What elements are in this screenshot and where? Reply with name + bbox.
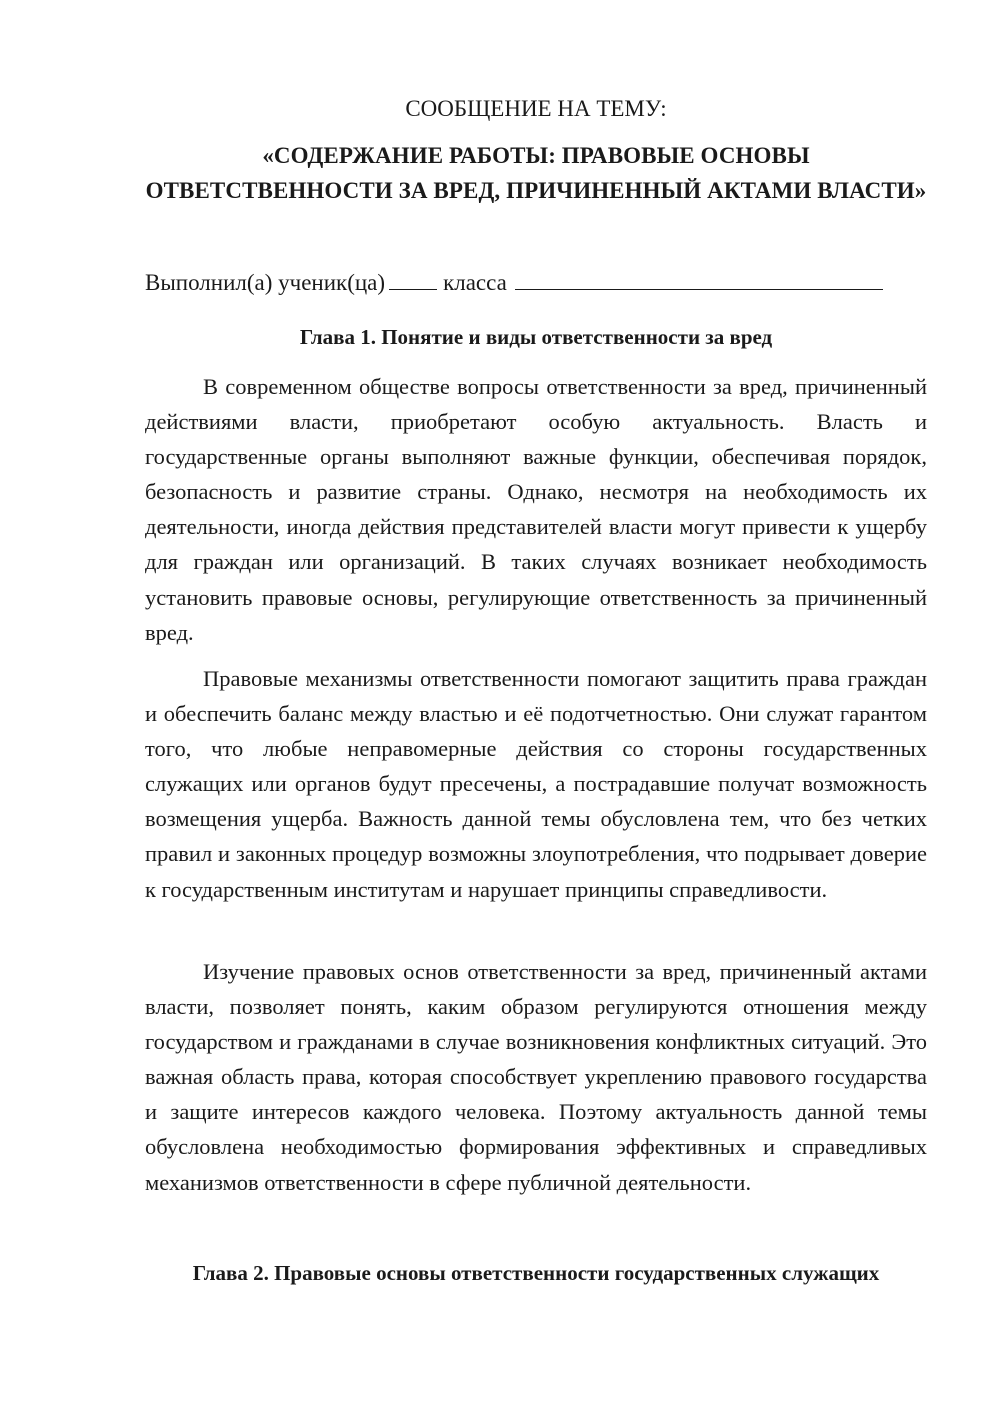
chapter-2-heading: Глава 2. Правовые основы ответственности государственных служащих — [192, 1261, 880, 1285]
paragraph: В современном обществе вопросы ответственности за вред, причиненный действиями власти, приобретают особую актуальность. Власть и государственные органы выполняют важные функции, обеспечивая порядок, безопасность и развитие страны. Однако, несмотря на необходимость их деятельности, иногда действия представителей власти могут привести к ущербу для граждан или организаций. В таких случаях возникает необходимость установить правовые основы, регулирующие ответственность за причиненный вред. — [145, 374, 927, 645]
byline — [145, 265, 927, 301]
document-title: «СОДЕРЖАНИЕ РАБОТЫ: ПРАВОВЫЕ ОСНОВЫ ОТВЕТСТВЕННОСТИ ЗА ВРЕД, ПРИЧИНЕННЫЙ АКТАМИ ВЛАСТИ» — [145, 143, 927, 203]
paragraph: Изучение правовых основ ответственности за вред, причиненный актами власти, позволяет понять, каким образом регулируются отношения между государством и гражданами в случае возникновения конфликтных ситуаций. Это важная область права, которая способствует укреплению правового государства и защите интересов каждого человека. Поэтому актуальность данной темы обусловлена необходимостью формирования эффективных и справедливых механизмов ответственности в сфере публичной деятельности. — [145, 959, 927, 1195]
paragraph: Правовые механизмы ответственности помогают защитить права граждан и обеспечить баланс между властью и её подотчетностью. Они служат гарантом того, что любые неправомерные действия со стороны государственных служащих или органов будут пресечены, а пострадавшие получат возможность возмещения ущерба. Важность данной темы обусловлена тем, что без четких правил и законных процедур возможны злоупотребления, что подрывает доверие к государственным институтам и нарушает принципы справедливости. — [145, 666, 927, 902]
class-blank-field — [389, 265, 437, 290]
class-label: класса — [443, 270, 507, 295]
chapter-1-heading: Глава 1. Понятие и виды ответственности за вред — [299, 325, 773, 349]
name-blank-field — [515, 265, 883, 290]
performed-by-label: Выполнил(а) ученик(ца) — [145, 270, 386, 295]
document-subtitle: СООБЩЕНИЕ НА ТЕМУ: — [405, 96, 667, 121]
